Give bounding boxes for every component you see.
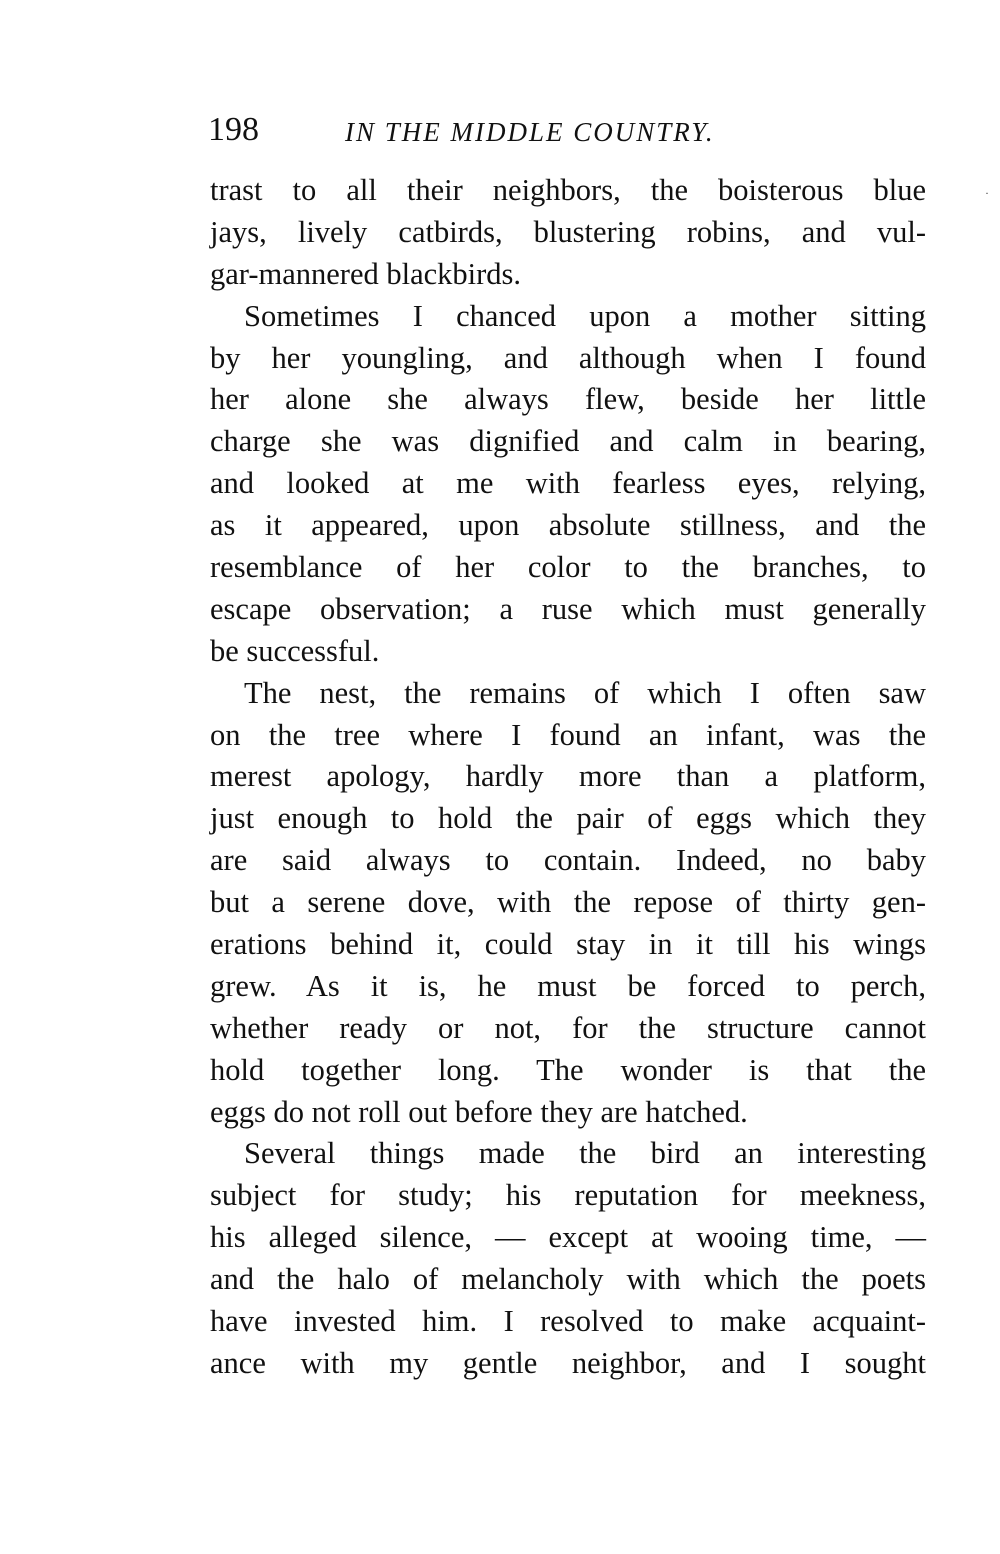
text-line: by her youngling, and although when I found <box>210 340 926 375</box>
running-head <box>208 110 923 154</box>
text-line: hold together long. The wonder is that the <box>210 1052 926 1087</box>
text-line: gar-mannered blackbirds. <box>210 256 522 291</box>
text-line: as it appeared, upon absolute stillness, and the <box>210 508 926 543</box>
text-line: eggs do not roll out before they are hatched. <box>210 1094 748 1129</box>
text-line: are said always to contain. Indeed, no baby <box>210 843 926 878</box>
text-line: charge she was dignified and calm in bearing, <box>210 424 926 459</box>
text-line: have invested him. I resolved to make acquaint- <box>210 1304 926 1339</box>
margin-mark: · <box>985 186 989 200</box>
text-line: ance with my gentle neighbor, and I sought <box>210 1345 926 1380</box>
text-line: trast to all their neighbors, the boisterous blue <box>210 173 926 207</box>
page-number: 198 <box>208 111 259 148</box>
text-line: erations behind it, could stay in it till his wings <box>210 927 926 962</box>
text-line: and looked at me with fearless eyes, relying, <box>210 466 926 501</box>
text-line: resemblance of her color to the branches, to <box>210 550 926 585</box>
text-line: jays, lively catbirds, blustering robins, and vul- <box>210 214 926 249</box>
text-line: Sometimes I chanced upon a mother sitting <box>244 298 926 333</box>
text-line: her alone she always flew, beside her little <box>210 382 926 417</box>
text-line: whether ready or not, for the structure cannot <box>210 1010 926 1045</box>
text-line: on the tree where I found an infant, was the <box>210 717 926 752</box>
text-line: subject for study; his reputation for meekness, <box>210 1178 926 1213</box>
text-line: but a serene dove, with the repose of thirty gen- <box>210 885 926 920</box>
text-line: escape observation; a ruse which must generally <box>210 591 926 626</box>
text-line: be successful. <box>210 633 380 668</box>
body-text <box>210 170 926 1385</box>
text-line: his alleged silence, — except at wooing time, — <box>210 1220 926 1255</box>
text-line: and the halo of melancholy with which the poets <box>210 1262 926 1297</box>
text-line: merest apology, hardly more than a platform, <box>210 759 926 794</box>
running-title: IN THE MIDDLE COUNTRY. <box>345 117 715 147</box>
text-line: grew. As it is, he must be forced to perch, <box>210 968 926 1003</box>
text-line: just enough to hold the pair of eggs which they <box>210 801 926 836</box>
text-line: Several things made the bird an interesting <box>244 1136 926 1171</box>
text-line: The nest, the remains of which I often saw <box>244 675 926 710</box>
